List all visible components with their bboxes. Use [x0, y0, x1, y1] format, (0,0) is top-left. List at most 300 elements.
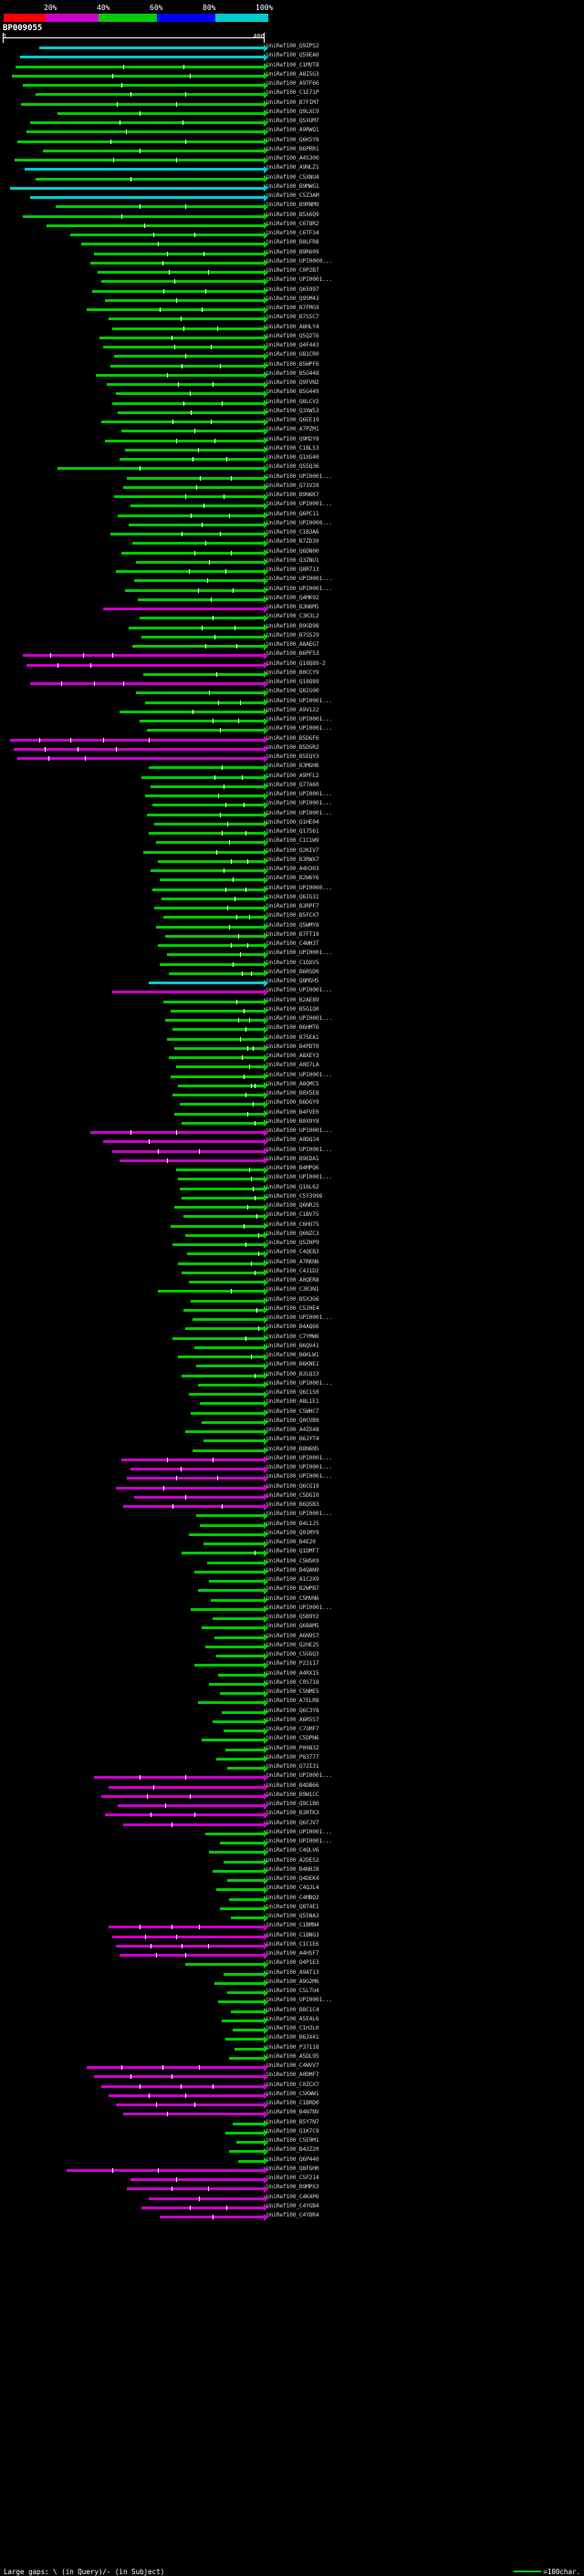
hit-label[interactable]: UniRef100_O81CR0: [266, 351, 319, 358]
hit-label[interactable]: UniRef100_B4L1J5: [266, 1520, 319, 1527]
hit-label[interactable]: UniRef100_Q6IG31: [266, 893, 319, 900]
hit-alignment-bar[interactable]: [94, 1776, 265, 1779]
hit-alignment-bar[interactable]: [147, 814, 265, 816]
hit-label[interactable]: UniRef100_Q4F443: [266, 342, 319, 348]
hit-label[interactable]: UniRef100_UPI0001...: [266, 1772, 332, 1780]
hit-label[interactable]: UniRef100_UPI0001...: [266, 576, 332, 583]
hit-label[interactable]: UniRef100_A8QMC5: [266, 1080, 319, 1087]
hit-alignment-bar[interactable]: [214, 1982, 265, 1985]
hit-label[interactable]: UniRef100_Q9ZPS2: [266, 43, 319, 49]
hit-label[interactable]: UniRef100_Q0CVB9: [266, 1417, 319, 1424]
hit-label[interactable]: UniRef100_Q3XW53: [266, 407, 319, 414]
hit-label[interactable]: UniRef100_UPI0001...: [266, 276, 332, 284]
hit-alignment-bar[interactable]: [20, 56, 265, 58]
hit-alignment-bar[interactable]: [172, 1094, 265, 1096]
hit-label[interactable]: UniRef100_UPI0001...: [266, 725, 332, 732]
hit-label[interactable]: UniRef100_B6JX41: [266, 2034, 319, 2041]
hit-label[interactable]: UniRef100_A7ELR8: [266, 1698, 319, 1705]
hit-alignment-bar[interactable]: [198, 1589, 265, 1592]
hit-label[interactable]: UniRef100_B6PF53: [266, 650, 319, 658]
hit-alignment-bar[interactable]: [191, 1412, 265, 1415]
hit-label[interactable]: UniRef100_B7ZD39: [266, 538, 319, 545]
hit-label[interactable]: UniRef100_B9MWG1: [266, 182, 319, 190]
hit-label[interactable]: UniRef100_B9MPX3: [266, 2184, 319, 2191]
hit-alignment-bar[interactable]: [112, 1936, 265, 1938]
hit-alignment-bar[interactable]: [202, 1421, 265, 1424]
hit-alignment-bar[interactable]: [120, 1159, 265, 1162]
hit-alignment-bar[interactable]: [185, 1430, 265, 1433]
hit-label[interactable]: UniRef100_C5Z3AM: [266, 192, 319, 199]
hit-alignment-bar[interactable]: [30, 121, 265, 124]
hit-label[interactable]: UniRef100_B2AE89: [266, 996, 319, 1003]
hit-label[interactable]: UniRef100_C7YMW6: [266, 1333, 319, 1340]
hit-alignment-bar[interactable]: [236, 2141, 265, 2144]
hit-alignment-bar[interactable]: [152, 804, 265, 806]
hit-label[interactable]: UniRef100_A4S300: [266, 155, 319, 161]
hit-alignment-bar[interactable]: [227, 1991, 265, 1994]
hit-label[interactable]: UniRef100_C7GMF7: [266, 1726, 319, 1732]
hit-label[interactable]: UniRef100_UPI0001...: [266, 1454, 332, 1461]
hit-label[interactable]: UniRef100_Q8IG00: [266, 688, 319, 695]
hit-label[interactable]: UniRef100_Q5XUM7: [266, 118, 319, 124]
hit-label[interactable]: UniRef100_B3N6M5: [266, 604, 319, 610]
hit-alignment-bar[interactable]: [229, 1898, 265, 1901]
hit-alignment-bar[interactable]: [196, 1365, 265, 1367]
hit-label[interactable]: UniRef100_B6JYT4: [266, 1436, 319, 1443]
hit-alignment-bar[interactable]: [198, 1384, 265, 1387]
hit-alignment-bar[interactable]: [130, 2178, 265, 2181]
hit-alignment-bar[interactable]: [205, 1833, 265, 1835]
hit-alignment-bar[interactable]: [141, 636, 265, 639]
hit-alignment-bar[interactable]: [57, 467, 265, 470]
hit-label[interactable]: UniRef100_B5DGF6: [266, 734, 319, 742]
hit-label[interactable]: UniRef100_B3RTK3: [266, 1810, 319, 1817]
hit-label[interactable]: UniRef100_Q9FVN2: [266, 379, 319, 386]
hit-alignment-bar[interactable]: [203, 1439, 265, 1442]
hit-label[interactable]: UniRef100_A0DMF7: [266, 2072, 319, 2079]
hit-label[interactable]: UniRef100_UPI0000...: [266, 257, 332, 265]
hit-alignment-bar[interactable]: [222, 1711, 265, 1714]
hit-label[interactable]: UniRef100_Q55Q36: [266, 463, 319, 471]
hit-alignment-bar[interactable]: [121, 1459, 265, 1461]
hit-label[interactable]: UniRef100_UPI0001...: [266, 1604, 332, 1611]
hit-alignment-bar[interactable]: [158, 860, 265, 863]
hit-alignment-bar[interactable]: [149, 766, 265, 769]
hit-alignment-bar[interactable]: [103, 1140, 265, 1143]
hit-label[interactable]: UniRef100_Q01MY9: [266, 1529, 319, 1536]
hit-label[interactable]: UniRef100_UPI0001...: [266, 809, 332, 816]
hit-alignment-bar[interactable]: [140, 720, 265, 722]
hit-alignment-bar[interactable]: [185, 1963, 265, 1966]
hit-alignment-bar[interactable]: [182, 1197, 265, 1200]
hit-label[interactable]: UniRef100_C1BMN4: [266, 1922, 319, 1929]
hit-label[interactable]: UniRef100_Q8R713: [266, 566, 319, 573]
hit-alignment-bar[interactable]: [107, 383, 265, 386]
hit-alignment-bar[interactable]: [174, 1113, 265, 1116]
hit-alignment-bar[interactable]: [214, 1636, 265, 1639]
hit-label[interactable]: UniRef100_B4FVE0: [266, 1108, 319, 1116]
hit-label[interactable]: UniRef100_B4N7NV: [266, 2109, 319, 2116]
hit-alignment-bar[interactable]: [43, 150, 265, 152]
hit-label[interactable]: UniRef100_UPI0001...: [266, 1511, 332, 1518]
hit-label[interactable]: UniRef100_Q2HE25: [266, 1641, 319, 1648]
hit-label[interactable]: UniRef100_P00832: [266, 1744, 319, 1751]
hit-label[interactable]: UniRef100_C5MVN6: [266, 1594, 319, 1602]
hit-alignment-bar[interactable]: [114, 355, 265, 358]
hit-label[interactable]: UniRef100_A9TF66: [266, 80, 319, 87]
hit-label[interactable]: UniRef100_Q9C1B0: [266, 1801, 319, 1807]
hit-alignment-bar[interactable]: [185, 1327, 265, 1330]
hit-label[interactable]: UniRef100_B4QAN9: [266, 1566, 319, 1574]
hit-alignment-bar[interactable]: [110, 365, 265, 368]
hit-label[interactable]: UniRef100_B5G449: [266, 389, 319, 396]
hit-alignment-bar[interactable]: [127, 477, 265, 480]
hit-alignment-bar[interactable]: [171, 1225, 265, 1228]
hit-alignment-bar[interactable]: [23, 84, 265, 87]
hit-alignment-bar[interactable]: [202, 1626, 265, 1629]
hit-alignment-bar[interactable]: [216, 1758, 265, 1761]
hit-label[interactable]: UniRef100_C1C1E6: [266, 1940, 319, 1948]
hit-label[interactable]: UniRef100_A6R5S7: [266, 1716, 319, 1723]
hit-label[interactable]: UniRef100_Q18Q89: [266, 679, 319, 685]
hit-alignment-bar[interactable]: [183, 1309, 265, 1312]
hit-label[interactable]: UniRef100_A7RKN6: [266, 1258, 319, 1265]
hit-label[interactable]: UniRef100_C4WVV7: [266, 2062, 319, 2069]
hit-label[interactable]: UniRef100_Q8MSH5: [266, 978, 319, 984]
hit-alignment-bar[interactable]: [156, 926, 265, 929]
hit-alignment-bar[interactable]: [116, 1945, 265, 1948]
hit-label[interactable]: UniRef100_C4QEB3: [266, 1249, 319, 1256]
hit-label[interactable]: UniRef100_B7FMG9: [266, 305, 319, 311]
hit-label[interactable]: UniRef100_A4HSF7: [266, 1950, 319, 1957]
hit-label[interactable]: UniRef100_Q9LXC9: [266, 108, 319, 115]
hit-label[interactable]: UniRef100_B6PRR1: [266, 145, 319, 152]
hit-label[interactable]: UniRef100_A0DQ34: [266, 1137, 319, 1144]
hit-label[interactable]: UniRef100_B3RPF7: [266, 903, 319, 909]
hit-alignment-bar[interactable]: [156, 841, 265, 844]
hit-label[interactable]: UniRef100_Q6C3Y8: [266, 1707, 319, 1714]
hit-label[interactable]: UniRef100_C1MVT8: [266, 61, 319, 68]
hit-label[interactable]: UniRef100_UPI0001...: [266, 800, 332, 807]
hit-alignment-bar[interactable]: [160, 878, 265, 881]
hit-row[interactable]: [0, 2213, 584, 2222]
hit-label[interactable]: UniRef100_Q1K7C9: [266, 2127, 319, 2135]
hit-label[interactable]: UniRef100_C4K4P6: [266, 2193, 319, 2200]
hit-label[interactable]: UniRef100_UPI0001...: [266, 1127, 332, 1134]
hit-alignment-bar[interactable]: [109, 2094, 265, 2097]
hit-label[interactable]: UniRef100_C4MBQ2: [266, 1894, 319, 1901]
hit-label[interactable]: UniRef100_Q6NZC3: [266, 1230, 319, 1237]
hit-alignment-bar[interactable]: [169, 1056, 265, 1059]
hit-alignment-bar[interactable]: [165, 935, 265, 938]
hit-alignment-bar[interactable]: [202, 1739, 265, 1741]
hit-alignment-bar[interactable]: [132, 645, 265, 648]
hit-alignment-bar[interactable]: [149, 2197, 265, 2200]
hit-alignment-bar[interactable]: [129, 627, 265, 629]
hit-label[interactable]: UniRef100_B6DGY9: [266, 1099, 319, 1106]
hit-label[interactable]: UniRef100_Q4P1E3: [266, 1959, 319, 1967]
hit-alignment-bar[interactable]: [39, 47, 265, 49]
hit-label[interactable]: UniRef100_C1BL53: [266, 444, 319, 452]
hit-label[interactable]: UniRef100_Q59EA0: [266, 52, 319, 59]
hit-alignment-bar[interactable]: [96, 374, 265, 377]
hit-alignment-bar[interactable]: [191, 1608, 265, 1611]
hit-alignment-bar[interactable]: [225, 2132, 265, 2135]
hit-label[interactable]: UniRef100_Q1HE04: [266, 818, 319, 826]
hit-label[interactable]: UniRef100_B4AQ66: [266, 1324, 319, 1331]
hit-label[interactable]: UniRef100_A9V122: [266, 706, 319, 713]
hit-label[interactable]: UniRef100_Q9SM43: [266, 295, 319, 302]
hit-label[interactable]: UniRef100_Q5WMY8: [266, 921, 319, 929]
hit-label[interactable]: UniRef100_UPI0001...: [266, 1314, 332, 1321]
hit-label[interactable]: UniRef100_B9R609: [266, 248, 319, 255]
hit-label[interactable]: UniRef100_A4RX15: [266, 1669, 319, 1677]
hit-label[interactable]: UniRef100_B0CCY9: [266, 669, 319, 676]
hit-alignment-bar[interactable]: [125, 589, 265, 592]
hit-alignment-bar[interactable]: [138, 598, 265, 601]
hit-label[interactable]: UniRef100_Q5Q2T6: [266, 332, 319, 339]
hit-label[interactable]: UniRef100_B9EDA1: [266, 1155, 319, 1162]
hit-label[interactable]: UniRef100_B4N0J8: [266, 1865, 319, 1873]
hit-label[interactable]: UniRef100_Q6NRJ5: [266, 1202, 319, 1209]
hit-alignment-bar[interactable]: [162, 898, 265, 900]
hit-alignment-bar[interactable]: [220, 1842, 265, 1844]
hit-label[interactable]: UniRef100_B5G1Q0: [266, 1005, 319, 1013]
hit-label[interactable]: UniRef100_P83777: [266, 1753, 319, 1761]
hit-label[interactable]: UniRef100_B2WPB7: [266, 1585, 319, 1593]
hit-alignment-bar[interactable]: [231, 2010, 265, 2013]
hit-label[interactable]: UniRef100_B5X6Q9: [266, 211, 319, 218]
hit-label[interactable]: UniRef100_C4QJL4: [266, 1885, 319, 1892]
hit-label[interactable]: UniRef100_Q8LCV2: [266, 398, 319, 405]
hit-alignment-bar[interactable]: [233, 2123, 265, 2125]
hit-alignment-bar[interactable]: [36, 93, 265, 96]
hit-label[interactable]: UniRef100_A5DL95: [266, 2052, 319, 2060]
hit-alignment-bar[interactable]: [105, 1813, 265, 1816]
hit-label[interactable]: UniRef100_UPI0001...: [266, 716, 332, 722]
hit-label[interactable]: UniRef100_C5WSK9: [266, 1557, 319, 1564]
hit-label[interactable]: UniRef100_C1DXV5: [266, 959, 319, 966]
hit-alignment-bar[interactable]: [25, 168, 265, 171]
hit-label[interactable]: UniRef100_B0X5E8: [266, 1090, 319, 1096]
hit-label[interactable]: UniRef100_C3K3N1: [266, 1286, 319, 1293]
hit-alignment-bar[interactable]: [209, 1683, 265, 1686]
hit-alignment-bar[interactable]: [101, 280, 265, 283]
hit-label[interactable]: UniRef100_B8LFR8: [266, 239, 319, 246]
hit-alignment-bar[interactable]: [147, 729, 265, 732]
hit-alignment-bar[interactable]: [94, 2075, 265, 2078]
hit-label[interactable]: UniRef100_A2DES2: [266, 1856, 319, 1864]
hit-label[interactable]: UniRef100_C5Y3998: [266, 1192, 323, 1200]
hit-alignment-bar[interactable]: [23, 654, 265, 657]
hit-label[interactable]: UniRef100_A0D7LA: [266, 1062, 319, 1069]
hit-alignment-bar[interactable]: [213, 1870, 265, 1873]
hit-alignment-bar[interactable]: [191, 1300, 265, 1303]
hit-label[interactable]: UniRef100_C0S718: [266, 1678, 319, 1686]
hit-label[interactable]: UniRef100_Q77A60: [266, 781, 319, 788]
hit-alignment-bar[interactable]: [233, 2029, 265, 2031]
hit-label[interactable]: UniRef100_Q6CG19: [266, 1482, 319, 1490]
hit-alignment-bar[interactable]: [17, 757, 265, 760]
hit-label[interactable]: UniRef100_B9W1CC: [266, 1791, 319, 1798]
hit-alignment-bar[interactable]: [229, 2150, 265, 2153]
hit-label[interactable]: UniRef100_UPI0001...: [266, 1174, 332, 1181]
hit-label[interactable]: UniRef100_Q6BAM5: [266, 1623, 319, 1630]
hit-alignment-bar[interactable]: [182, 1122, 265, 1125]
hit-alignment-bar[interactable]: [225, 2038, 265, 2041]
hit-alignment-bar[interactable]: [213, 1617, 265, 1620]
hit-alignment-bar[interactable]: [116, 570, 265, 573]
hit-label[interactable]: UniRef100_A9NLZ1: [266, 164, 319, 171]
hit-alignment-bar[interactable]: [123, 2113, 265, 2115]
hit-label[interactable]: UniRef100_B8C1C4: [266, 2006, 319, 2013]
hit-alignment-bar[interactable]: [209, 1851, 265, 1854]
hit-label[interactable]: UniRef100_B3MGH6: [266, 763, 319, 770]
hit-alignment-bar[interactable]: [149, 982, 265, 984]
hit-alignment-bar[interactable]: [171, 1075, 265, 1078]
hit-alignment-bar[interactable]: [136, 691, 265, 694]
hit-alignment-bar[interactable]: [171, 1010, 265, 1013]
hit-label[interactable]: UniRef100_C5KWW1: [266, 2090, 319, 2097]
hit-alignment-bar[interactable]: [120, 1954, 265, 1957]
hit-label[interactable]: UniRef100_Q6DN00: [266, 547, 319, 555]
hit-alignment-bar[interactable]: [194, 1571, 265, 1574]
hit-label[interactable]: UniRef100_C4J1D2: [266, 1267, 319, 1274]
hit-alignment-bar[interactable]: [185, 1234, 265, 1237]
hit-label[interactable]: UniRef100_UPI0001...: [266, 1838, 332, 1844]
hit-label[interactable]: UniRef100_B7S5C7: [266, 314, 319, 321]
hit-label[interactable]: UniRef100_C1E71P: [266, 89, 319, 97]
hit-label[interactable]: UniRef100_B9GD98: [266, 622, 319, 629]
hit-alignment-bar[interactable]: [227, 1767, 265, 1770]
hit-alignment-bar[interactable]: [194, 1664, 265, 1667]
hit-alignment-bar[interactable]: [163, 1001, 265, 1003]
hit-label[interactable]: UniRef100_UPI0001...: [266, 1071, 332, 1078]
hit-label[interactable]: UniRef100_C6HU75: [266, 1220, 319, 1228]
hit-alignment-bar[interactable]: [112, 1150, 265, 1153]
hit-label[interactable]: UniRef100_UPI0001...: [266, 987, 332, 994]
hit-alignment-bar[interactable]: [189, 1393, 265, 1396]
hit-alignment-bar[interactable]: [130, 504, 265, 507]
hit-alignment-bar[interactable]: [87, 308, 265, 311]
hit-label[interactable]: UniRef100_UPI0001...: [266, 585, 332, 592]
hit-alignment-bar[interactable]: [109, 317, 265, 320]
hit-label[interactable]: UniRef100_C5DPN6: [266, 1735, 319, 1742]
hit-alignment-bar[interactable]: [132, 542, 265, 545]
hit-alignment-bar[interactable]: [193, 1449, 265, 1452]
hit-label[interactable]: UniRef100_C5DGI0: [266, 1491, 319, 1499]
hit-alignment-bar[interactable]: [134, 579, 265, 582]
hit-label[interactable]: UniRef100_B3LQ33: [266, 1370, 319, 1377]
hit-label[interactable]: UniRef100_Q8T4E1: [266, 1903, 319, 1910]
hit-alignment-bar[interactable]: [141, 776, 265, 779]
hit-alignment-bar[interactable]: [224, 1973, 265, 1976]
hit-alignment-bar[interactable]: [200, 1524, 265, 1527]
hit-label[interactable]: UniRef100_B6KLW1: [266, 1352, 319, 1358]
hit-label[interactable]: UniRef100_A8L1E1: [266, 1398, 319, 1406]
hit-alignment-bar[interactable]: [207, 1562, 265, 1564]
hit-label[interactable]: UniRef100_UPI0001...: [266, 501, 332, 508]
hit-alignment-bar[interactable]: [203, 1542, 265, 1545]
hit-label[interactable]: UniRef100_Q16L62: [266, 1183, 319, 1190]
hit-alignment-bar[interactable]: [116, 1487, 265, 1490]
hit-alignment-bar[interactable]: [12, 75, 265, 78]
hit-label[interactable]: UniRef100_B5G448: [266, 369, 319, 377]
hit-alignment-bar[interactable]: [125, 449, 265, 452]
hit-label[interactable]: UniRef100_UPI0001...: [266, 1146, 332, 1153]
hit-label[interactable]: UniRef100_C6TF34: [266, 230, 319, 236]
hit-label[interactable]: UniRef100_A9AT13: [266, 1968, 319, 1976]
hit-alignment-bar[interactable]: [143, 673, 265, 676]
hit-alignment-bar[interactable]: [36, 178, 265, 181]
hit-alignment-bar[interactable]: [136, 561, 265, 564]
hit-label[interactable]: UniRef100_C5XNU4: [266, 173, 319, 181]
hit-label[interactable]: UniRef100_A4H303: [266, 866, 319, 872]
hit-alignment-bar[interactable]: [143, 851, 265, 854]
hit-label[interactable]: UniRef100_B4JZ20: [266, 2146, 319, 2154]
hit-label[interactable]: UniRef100_C0ZCX7: [266, 2081, 319, 2088]
hit-label[interactable]: UniRef100_B7GSJ9: [266, 631, 319, 639]
hit-label[interactable]: UniRef100_B5DGR2: [266, 743, 319, 751]
hit-label[interactable]: UniRef100_UPI0001...: [266, 1828, 332, 1835]
hit-label[interactable]: UniRef100_B4MPQ6: [266, 1165, 319, 1171]
hit-label[interactable]: UniRef100_UPI0001...: [266, 473, 332, 480]
hit-alignment-bar[interactable]: [189, 1533, 265, 1536]
hit-alignment-bar[interactable]: [216, 1655, 265, 1657]
hit-label[interactable]: UniRef100_A6N9S7: [266, 1632, 319, 1639]
hit-label[interactable]: UniRef100_B5EQY3: [266, 753, 319, 760]
hit-label[interactable]: UniRef100_C1BV75: [266, 1211, 319, 1219]
hit-label[interactable]: UniRef100_A8AEG7: [266, 641, 319, 648]
hit-label[interactable]: UniRef100_B9RNM9: [266, 202, 319, 209]
hit-alignment-bar[interactable]: [145, 701, 265, 704]
hit-label[interactable]: UniRef100_C1H3L0: [266, 2025, 319, 2031]
hit-label[interactable]: UniRef100_Q6C1S0: [266, 1389, 319, 1396]
hit-alignment-bar[interactable]: [16, 66, 265, 68]
hit-label[interactable]: UniRef100_B4DB66: [266, 1781, 319, 1789]
hit-alignment-bar[interactable]: [70, 234, 265, 236]
hit-alignment-bar[interactable]: [10, 739, 265, 742]
hit-alignment-bar[interactable]: [94, 253, 265, 255]
hit-alignment-bar[interactable]: [222, 2020, 265, 2022]
hit-label[interactable]: UniRef100_Q4MK92: [266, 594, 319, 601]
hit-alignment-bar[interactable]: [99, 337, 265, 339]
hit-alignment-bar[interactable]: [67, 2169, 265, 2172]
hit-label[interactable]: UniRef100_Q2KIV7: [266, 847, 319, 854]
hit-alignment-bar[interactable]: [103, 608, 265, 610]
hit-alignment-bar[interactable]: [30, 682, 265, 685]
hit-alignment-bar[interactable]: [15, 159, 265, 161]
hit-alignment-bar[interactable]: [90, 262, 265, 265]
hit-label[interactable]: UniRef100_C6T8R2: [266, 220, 319, 227]
hit-alignment-bar[interactable]: [218, 1674, 265, 1677]
hit-label[interactable]: UniRef100_B0X9Y8: [266, 1117, 319, 1125]
hit-label[interactable]: UniRef100_B6Q5B3: [266, 1501, 319, 1508]
hit-label[interactable]: UniRef100_Q3ZNU1: [266, 556, 319, 564]
hit-label[interactable]: UniRef100_B6KNE1: [266, 1361, 319, 1368]
hit-alignment-bar[interactable]: [123, 486, 265, 489]
hit-label[interactable]: UniRef100_B8N6N5: [266, 1445, 319, 1452]
hit-label[interactable]: UniRef100_C5NME5: [266, 1688, 319, 1695]
hit-label[interactable]: UniRef100_UPI0000...: [266, 884, 332, 891]
hit-alignment-bar[interactable]: [127, 2187, 265, 2190]
hit-label[interactable]: UniRef100_A8XEY3: [266, 1053, 319, 1059]
hit-alignment-bar[interactable]: [154, 823, 265, 826]
hit-alignment-bar[interactable]: [118, 1804, 265, 1807]
hit-alignment-bar[interactable]: [116, 2103, 265, 2106]
hit-label[interactable]: UniRef100_Q8FGH0: [266, 2165, 319, 2172]
hit-alignment-bar[interactable]: [101, 421, 265, 423]
